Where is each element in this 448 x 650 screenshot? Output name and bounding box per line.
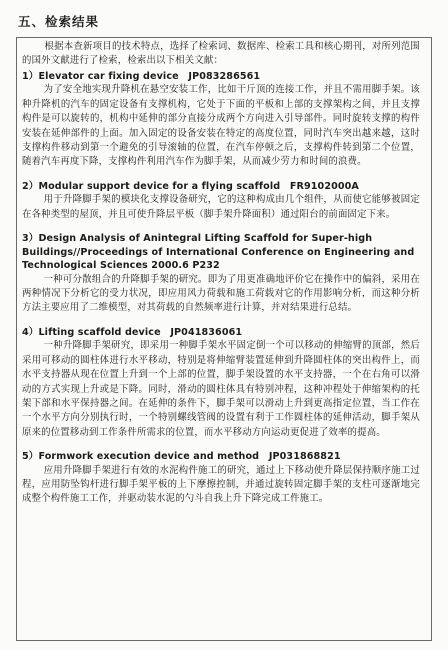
result-item-1 [22, 70, 420, 170]
result-title-3: 3）Design Analysis of Anintegral Lifting Scaffold for Super-high Buildings//Proceedings of International Conference on Engineering and Technological Sciences 2000.6 P232 [22, 233, 415, 272]
result-title-2: 2）Modular support device for a flying scaffold FR9102000A [22, 180, 359, 192]
result-body-4: 一种升降脚手架研究，即采用一种脚手架水平固定倒一个可以移动的伸缩臂的顶部，然后采用可移动的圆柱体进行水平移动，特别是将伸缩臂装置延伸到升降圆柱体的突出构件上，而水平支持器从现在位置上升到一个上部的位置，脚手架设置的水平支持器，一个在右角可以滑动的方式实现上升或是下降。同时，滑动的圆柱体具有特别冲程，这种冲程处于伸缩架构的托架下部和水平保持器之间。在延伸的条件下，脚手架可以滑动上升到更高指定位置，当工作在一个水平方向分别执行时，一个特别螺线管阀的设置有利于工作圆柱体的延伸活动，脚手架从原来的位置移动到工作条件所需求的位置，而水平移动方向运动更促进了效率的提高。 [22, 340, 420, 438]
intro-paragraph: 根据本查新项目的技术特点，选择了检索词、数据库、检索工具和核心期刊，对所列范围的国外文献进行了检索，检索出以下相关文献： [22, 41, 420, 67]
result-body-2: 用于升降脚手架的模块化支撑设备研究，它的这种构成由几个组件，从而使它能够被固定在各种类型的屋顶，并且可使升降层平板（脚手架升降面积）通过阳台的前面固定下来。 [22, 194, 420, 220]
results-content [22, 40, 420, 517]
result-body-1: 为了安全地实现升降机在悬空安装工作，比如干斤顶的连接工作，并且不需用脚手架。该种升降机的汽车的固定设备有支撑机构，它处于下面的平板和上部的支撑架构之间，并且支撑构件是可以旋转的，机构中延伸的部分直接分成两个方向进入引导部件。同时旋转支撑的构件安装在延伸部件的上面。加入固定的设备安装在特定的高度位置，同时汽车突出越来越，这时支撑构件移动到第一个避免的引导滚轴的位置，在汽车停顿之后，支撑构件转到第二个位置，随着汽车再度下降，支撑构件利用汽车作为脚手架，从而减少劳力和时间的浪费。 [22, 84, 420, 168]
result-title-4: 4）Lifting scaffold device JP041836061 [22, 326, 243, 338]
result-body-5: 应用升降脚手架进行有效的水泥构件施工的研究，通过上下移动使升降层保持顺序施工过程，应用防坠钩杆进行脚手架平板的上下摩擦控制，并通过旋转固定脚手架的支柱可逐渐地完成整个构件施工工作，并驱动装水泥的勺斗自我上升下降完成工件施工。 [22, 464, 420, 505]
result-item-2 [22, 180, 420, 222]
section-title: 五、检索结果 [18, 14, 100, 29]
result-title-1: 1）Elevator car fixing device JP083286561 [22, 70, 261, 82]
result-title-5: 5）Formwork execution device and method JP031868821 [22, 451, 341, 463]
result-body-3: 一种可分散组合的升降脚手架的研究。即为了用更准确地评价它在操作中的偏斜，采用在两种情况下分析它的受力状况，即应用风力荷载和施工荷载对它的作用影响分析，而这种分析方法主要应用了二维模型，对其荷载的自然频率进行计算，并对结果进行总结。 [22, 273, 420, 314]
result-item-4 [22, 326, 420, 440]
result-item-5 [22, 450, 420, 507]
result-item-3 [22, 232, 420, 316]
